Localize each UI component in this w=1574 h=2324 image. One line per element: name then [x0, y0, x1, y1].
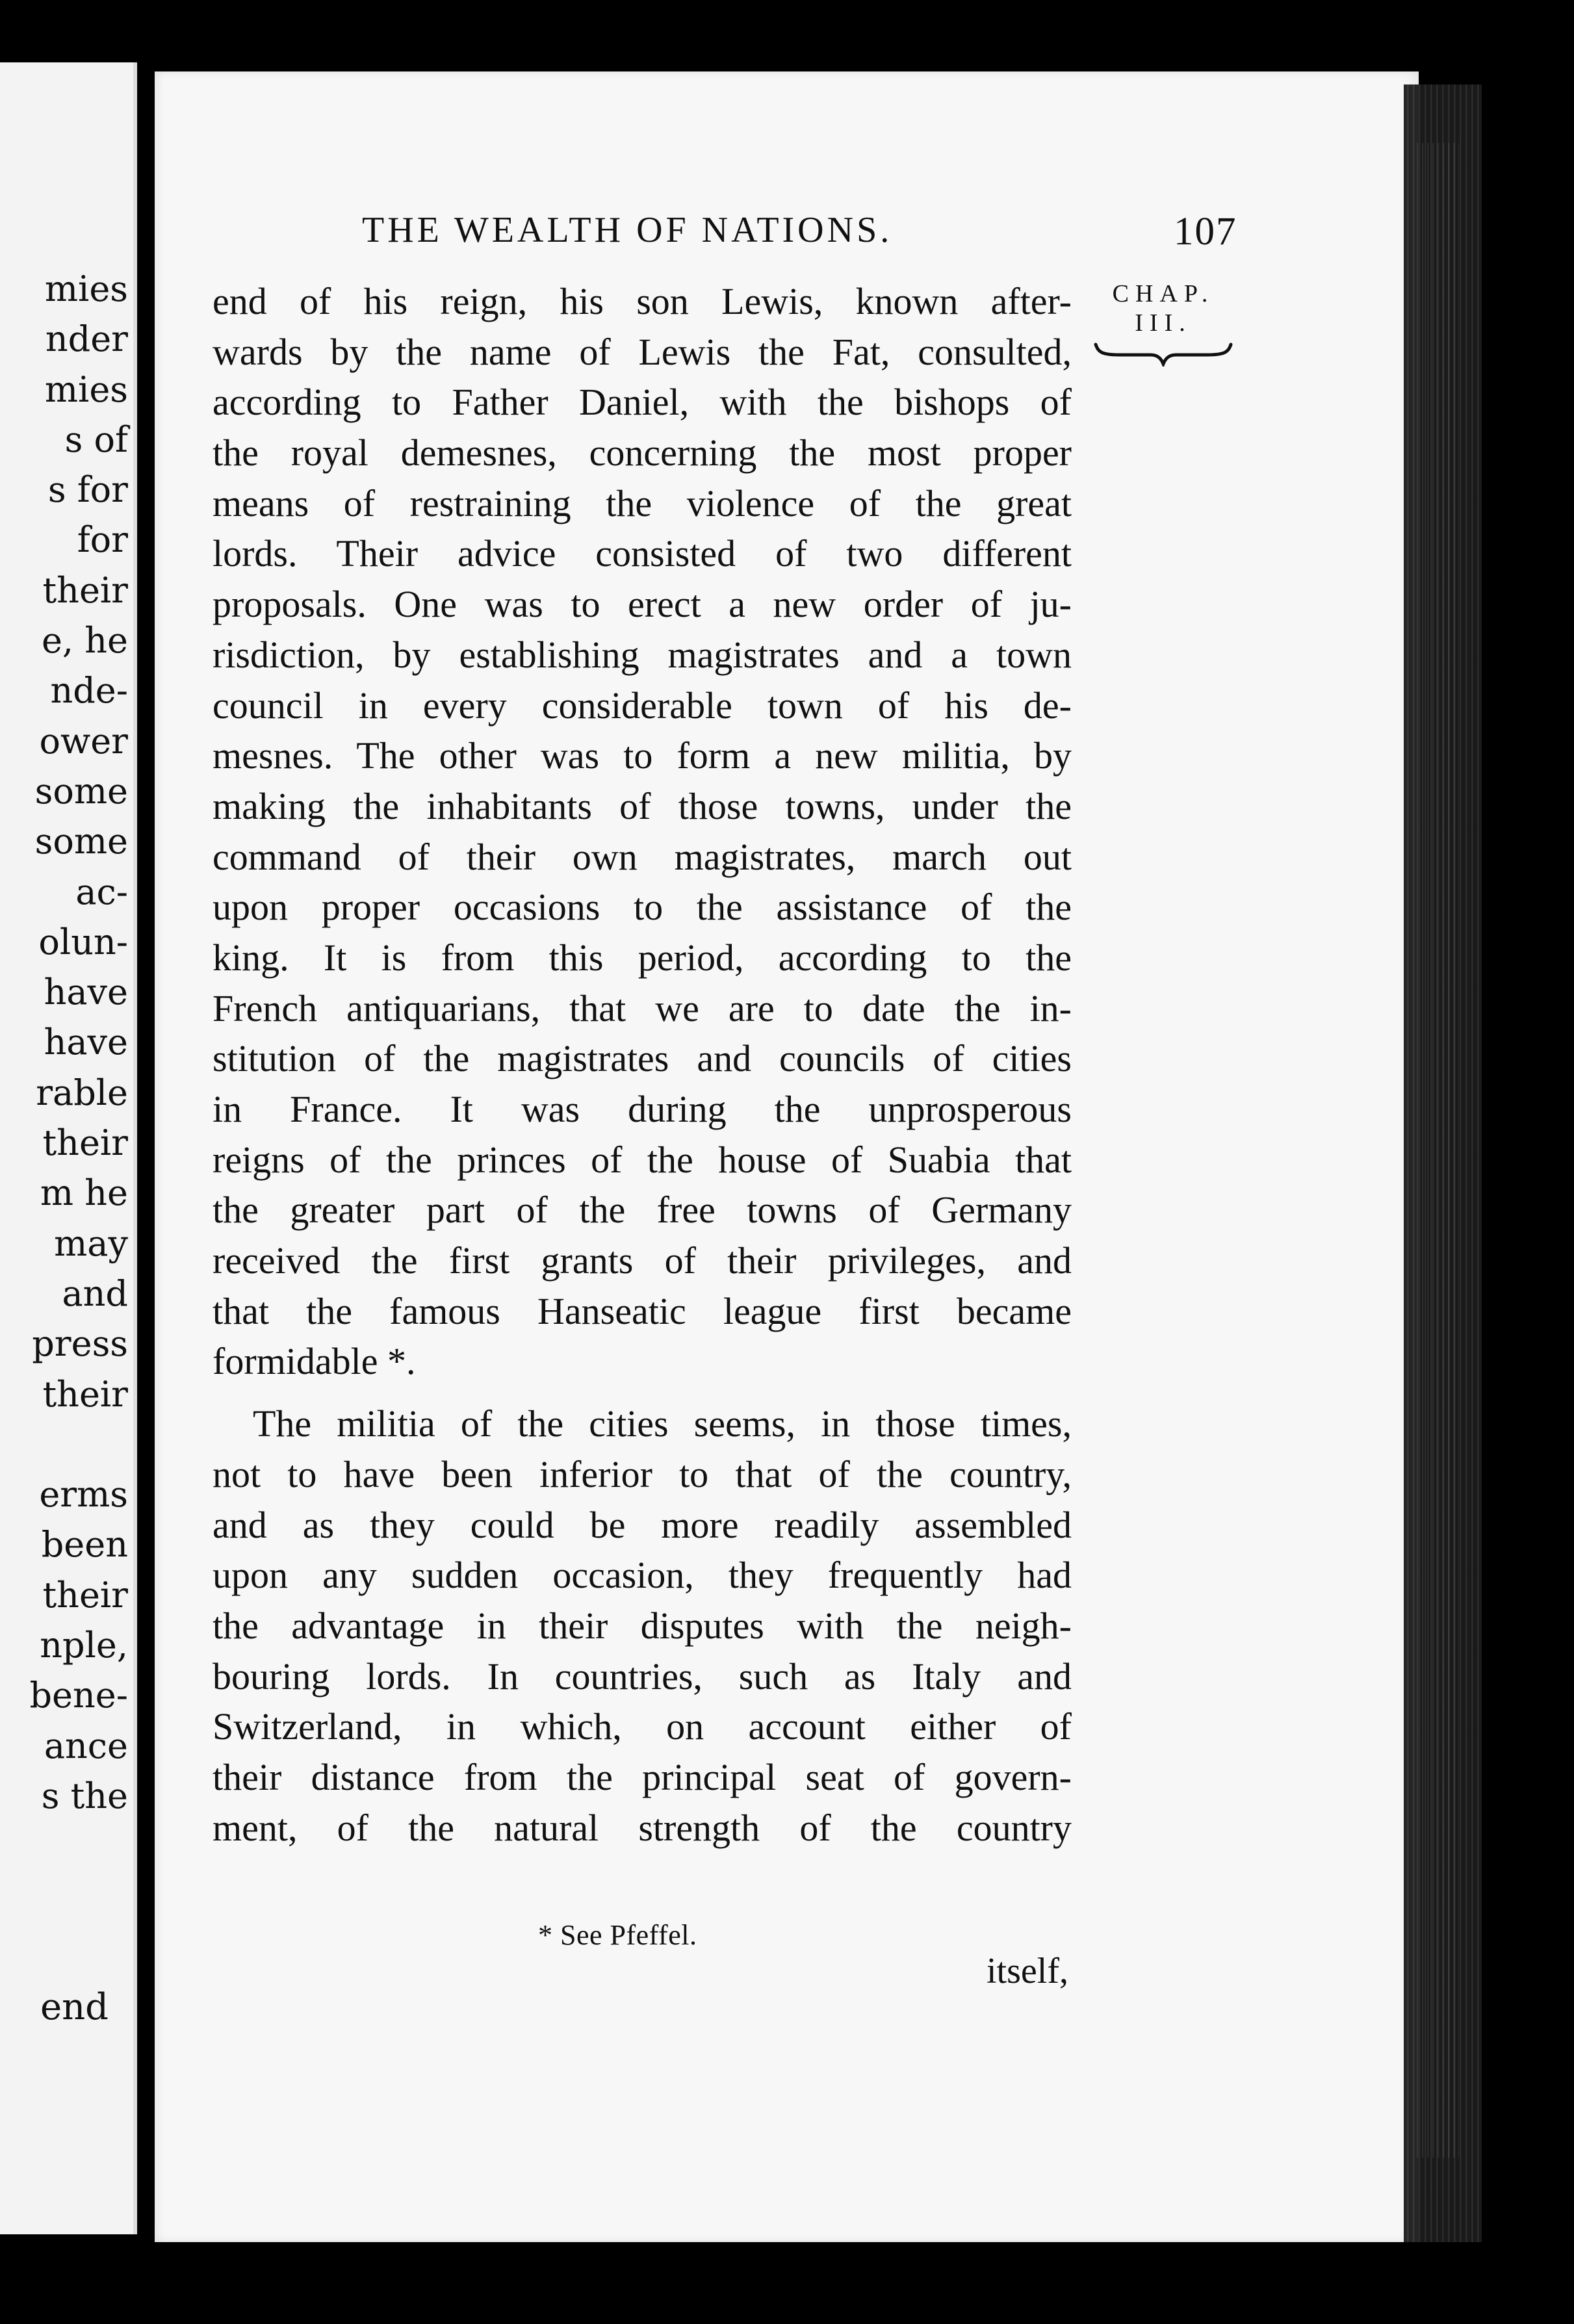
left-line: their: [42, 1373, 128, 1415]
left-line: some: [34, 770, 128, 812]
left-line: mies: [44, 268, 128, 309]
text-line: that the famous Hanseatic league first became: [213, 1289, 1072, 1332]
left-page-catchword: end: [40, 1986, 109, 2028]
left-line: bene-: [29, 1675, 128, 1716]
left-line: press: [32, 1323, 128, 1365]
running-head: THE WEALTH OF NATIONS.: [362, 210, 893, 250]
text-line: the greater part of the free towns of Germany: [213, 1189, 1072, 1232]
text-line: according to Father Daniel, with the bishops of: [213, 381, 1072, 424]
left-line: [0, 1419, 128, 1469]
left-line: nde-: [50, 670, 128, 712]
text-line: Switzerland, in which, on account either of: [213, 1705, 1072, 1748]
left-line: olun-: [38, 921, 128, 962]
left-line: e, he: [41, 620, 128, 662]
left-line: and: [62, 1272, 128, 1314]
left-line: some: [34, 821, 128, 862]
text-line: in France. It was during the unprosperous: [213, 1088, 1072, 1130]
catchword: itself,: [987, 1951, 1068, 1991]
body-text: [213, 276, 1072, 1853]
text-line: bouring lords. In countries, such as Italy and: [213, 1655, 1072, 1698]
text-line: proposals. One was to erect a new order of ju-: [213, 583, 1072, 626]
left-line: their: [42, 569, 128, 611]
text-line: formidable *.: [213, 1340, 416, 1383]
left-line: rable: [36, 1072, 128, 1113]
left-line: m he: [40, 1172, 128, 1214]
left-line: s for: [47, 469, 128, 511]
text-line: making the inhabitants of those towns, under the: [213, 784, 1072, 827]
left-line: have: [44, 1022, 128, 1063]
left-line: their: [42, 1574, 128, 1616]
chapter-number: III.: [1135, 309, 1192, 337]
text-line: risdiction, by establishing magistrates and a town: [213, 633, 1072, 676]
paragraph-1: [213, 276, 1072, 1387]
text-line: stitution of the magistrates and councils of cities: [213, 1037, 1072, 1080]
text-line: not to have been inferior to that of the country,: [213, 1452, 1072, 1495]
text-line: the royal demesnes, concerning the most proper: [213, 432, 1072, 474]
text-line: reigns of the princes of the house of Suabia that: [213, 1138, 1072, 1181]
left-line: mies: [44, 368, 128, 410]
text-line: French antiquarians, that we are to date the in-: [213, 987, 1072, 1029]
chapter-margin-note: [1092, 279, 1235, 367]
text-line: means of restraining the violence of the great: [213, 482, 1072, 524]
page-edge-highlight: [1417, 143, 1459, 2158]
text-line: and as they could be more readily assembled: [213, 1503, 1072, 1546]
left-line: been: [41, 1524, 128, 1566]
paragraph-gap: [213, 1387, 1072, 1399]
left-line: for: [77, 519, 128, 561]
text-line: upon any sudden occasion, they frequently had: [213, 1554, 1072, 1597]
chapter-label: CHAP.: [1112, 280, 1215, 307]
left-line: may: [54, 1222, 128, 1264]
text-line: received the first grants of their privileges, and: [213, 1239, 1072, 1282]
footnote: * See Pfeffel.: [538, 1919, 697, 1951]
text-line: command of their own magistrates, march out: [213, 835, 1072, 878]
left-line: erms: [39, 1474, 128, 1516]
left-line: ac-: [75, 871, 128, 912]
left-line: have: [44, 972, 128, 1013]
left-line: s of: [64, 419, 128, 460]
paragraph-2: [213, 1399, 1072, 1853]
text-line: The militia of the cities seems, in those times,: [253, 1402, 1072, 1445]
text-line: king. It is from this period, according to the: [213, 936, 1072, 979]
text-line: council in every considerable town of his de-: [213, 684, 1072, 727]
left-line: s the: [41, 1775, 128, 1816]
page-number: 107: [1174, 210, 1237, 253]
text-line: lords. Their advice consisted of two different: [213, 532, 1072, 575]
text-line: the advantage in their disputes with the neigh-: [213, 1604, 1072, 1647]
left-facing-page: [0, 62, 137, 2234]
left-page-line-endings: [0, 264, 128, 1821]
left-line: nple,: [40, 1625, 128, 1666]
left-line: ance: [44, 1725, 128, 1766]
left-line: ower: [39, 720, 128, 762]
brace-icon: [1093, 342, 1233, 367]
text-line: ment, of the natural strength of the country: [213, 1806, 1072, 1849]
text-line: end of his reign, his son Lewis, known after-: [213, 280, 1072, 322]
text-line: wards by the name of Lewis the Fat, consulted,: [213, 330, 1072, 373]
left-line: nder: [45, 318, 128, 360]
text-line: their distance from the principal seat of govern-: [213, 1755, 1072, 1798]
text-line: upon proper occasions to the assistance of the: [213, 886, 1072, 929]
left-line: their: [42, 1122, 128, 1164]
text-line: mesnes. The other was to form a new militia, by: [213, 734, 1072, 777]
